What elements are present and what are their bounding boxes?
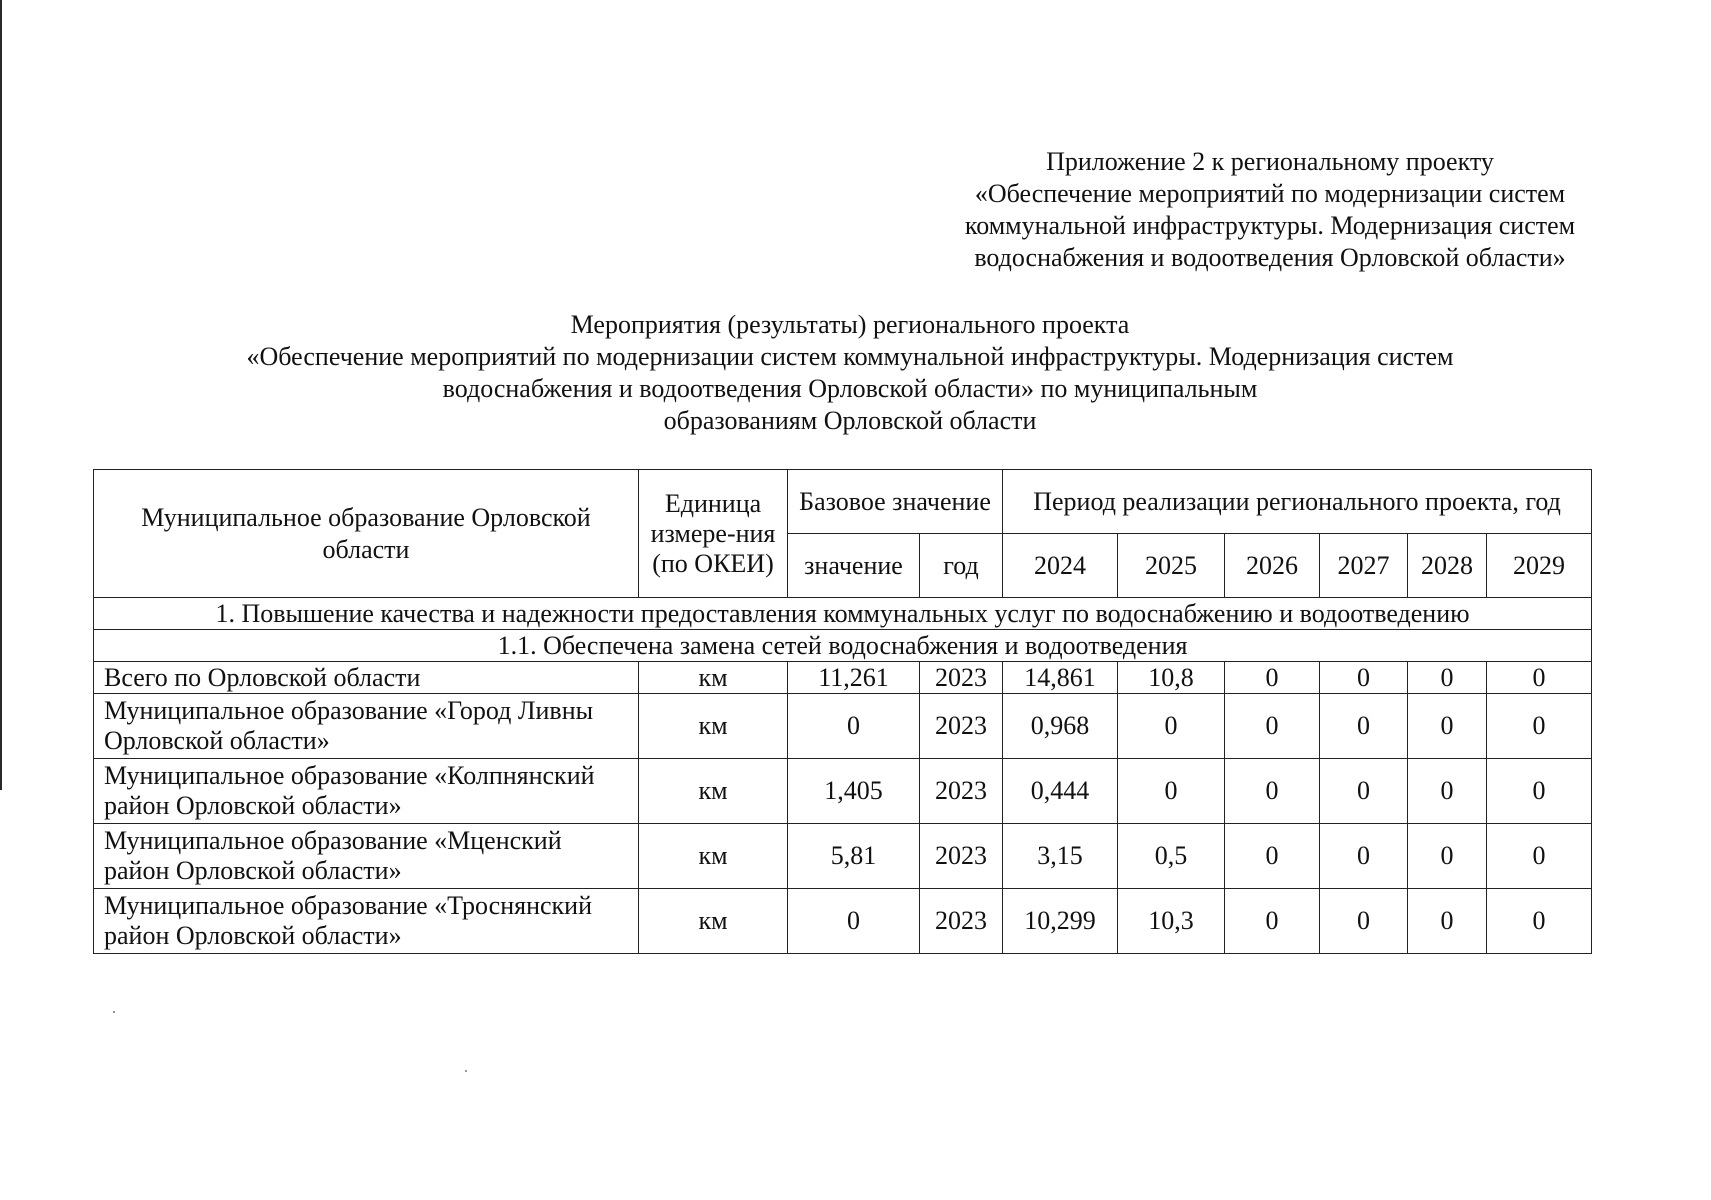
row-municipality: Муниципальное образование «Город Ливны Орловской области» bbox=[94, 694, 639, 759]
title-line: образованиям Орловской области bbox=[663, 406, 1037, 435]
table-row bbox=[94, 824, 1592, 889]
row-municipality: Муниципальное образование «Мценский район Орловской области» bbox=[94, 824, 639, 889]
header-year-2026: 2026 bbox=[1225, 534, 1320, 598]
scan-left-edge bbox=[0, 0, 2, 790]
row-base-value: 5,81 bbox=[788, 824, 920, 889]
row-base-year: 2023 bbox=[920, 662, 1003, 694]
row-value-2026: 0 bbox=[1225, 694, 1320, 759]
header-municipality: Муниципальное образование Орловской области bbox=[94, 470, 639, 598]
row-base-value: 0 bbox=[788, 889, 920, 954]
row-unit: км bbox=[639, 694, 788, 759]
row-base-year: 2023 bbox=[920, 824, 1003, 889]
row-value-2026: 0 bbox=[1225, 759, 1320, 824]
row-unit: км bbox=[639, 759, 788, 824]
row-value-2027: 0 bbox=[1320, 889, 1408, 954]
row-municipality: Муниципальное образование «Колпнянский район Орловской области» bbox=[94, 759, 639, 824]
header-period: Период реализации регионального проекта, год bbox=[1003, 470, 1592, 534]
header-year-2027: 2027 bbox=[1320, 534, 1408, 598]
row-value-2025: 0 bbox=[1118, 759, 1225, 824]
row-value-2024: 10,299 bbox=[1003, 889, 1118, 954]
appendix-line: коммунальной инфраструктуры. Модернизация систем bbox=[964, 211, 1576, 240]
row-value-2029: 0 bbox=[1487, 694, 1592, 759]
header-year-2025: 2025 bbox=[1118, 534, 1225, 598]
row-value-2029: 0 bbox=[1487, 759, 1592, 824]
scan-speck bbox=[465, 1070, 467, 1072]
row-value-2029: 0 bbox=[1487, 662, 1592, 694]
title-line: «Обеспечение мероприятий по модернизации систем коммунальной инфраструктуры. Модернизация систем bbox=[246, 342, 1454, 371]
appendix-line: Приложение 2 к региональному проекту bbox=[1046, 147, 1494, 176]
appendix-note bbox=[860, 146, 1680, 274]
row-municipality: Всего по Орловской области bbox=[94, 662, 639, 694]
row-value-2028: 0 bbox=[1408, 759, 1487, 824]
row-base-year: 2023 bbox=[920, 759, 1003, 824]
row-value-2026: 0 bbox=[1225, 662, 1320, 694]
row-base-year: 2023 bbox=[920, 889, 1003, 954]
row-municipality: Муниципальное образование «Троснянский район Орловской области» bbox=[94, 889, 639, 954]
row-value-2028: 0 bbox=[1408, 824, 1487, 889]
row-base-value: 0 bbox=[788, 694, 920, 759]
row-value-2026: 0 bbox=[1225, 889, 1320, 954]
table-row bbox=[94, 889, 1592, 954]
row-unit: км bbox=[639, 662, 788, 694]
row-value-2029: 0 bbox=[1487, 824, 1592, 889]
row-value-2028: 0 bbox=[1408, 889, 1487, 954]
row-value-2024: 0,444 bbox=[1003, 759, 1118, 824]
row-unit: км bbox=[639, 824, 788, 889]
header-year-2028: 2028 bbox=[1408, 534, 1487, 598]
row-base-value: 11,261 bbox=[788, 662, 920, 694]
row-value-2025: 10,8 bbox=[1118, 662, 1225, 694]
row-value-2025: 0,5 bbox=[1118, 824, 1225, 889]
row-base-year: 2023 bbox=[920, 694, 1003, 759]
row-value-2028: 0 bbox=[1408, 694, 1487, 759]
title-line: водоснабжения и водоотведения Орловской области» по муниципальным bbox=[442, 374, 1258, 403]
row-value-2024: 14,861 bbox=[1003, 662, 1118, 694]
row-value-2027: 0 bbox=[1320, 824, 1408, 889]
header-year: год bbox=[920, 534, 1003, 598]
document-title bbox=[90, 309, 1610, 437]
header-year-2029: 2029 bbox=[1487, 534, 1592, 598]
row-value-2027: 0 bbox=[1320, 662, 1408, 694]
row-value-2025: 0 bbox=[1118, 694, 1225, 759]
row-value-2027: 0 bbox=[1320, 694, 1408, 759]
subsection-heading: 1.1. Обеспечена замена сетей водоснабжения и водоотведения bbox=[94, 630, 1592, 662]
header-unit: Единица измере-ния (по ОКЕИ) bbox=[639, 470, 788, 598]
row-value-2026: 0 bbox=[1225, 824, 1320, 889]
header-year-2024: 2024 bbox=[1003, 534, 1118, 598]
appendix-line: водоснабжения и водоотведения Орловской области» bbox=[974, 243, 1566, 272]
header-value: значение bbox=[788, 534, 920, 598]
table-row bbox=[94, 694, 1592, 759]
header-base-value: Базовое значение bbox=[788, 470, 1003, 534]
row-value-2024: 0,968 bbox=[1003, 694, 1118, 759]
table-row bbox=[94, 662, 1592, 694]
row-unit: км bbox=[639, 889, 788, 954]
row-base-value: 1,405 bbox=[788, 759, 920, 824]
appendix-line: «Обеспечение мероприятий по модернизации систем bbox=[974, 179, 1566, 208]
row-value-2027: 0 bbox=[1320, 759, 1408, 824]
table-row bbox=[94, 759, 1592, 824]
section-heading: 1. Повышение качества и надежности предоставления коммунальных услуг по водоснабжению и водоотведению bbox=[94, 598, 1592, 630]
row-value-2028: 0 bbox=[1408, 662, 1487, 694]
title-line: Мероприятия (результаты) регионального проекта bbox=[570, 310, 1130, 339]
row-value-2025: 10,3 bbox=[1118, 889, 1225, 954]
row-value-2024: 3,15 bbox=[1003, 824, 1118, 889]
results-table bbox=[93, 469, 1592, 954]
row-value-2029: 0 bbox=[1487, 889, 1592, 954]
scan-speck bbox=[113, 1011, 115, 1013]
